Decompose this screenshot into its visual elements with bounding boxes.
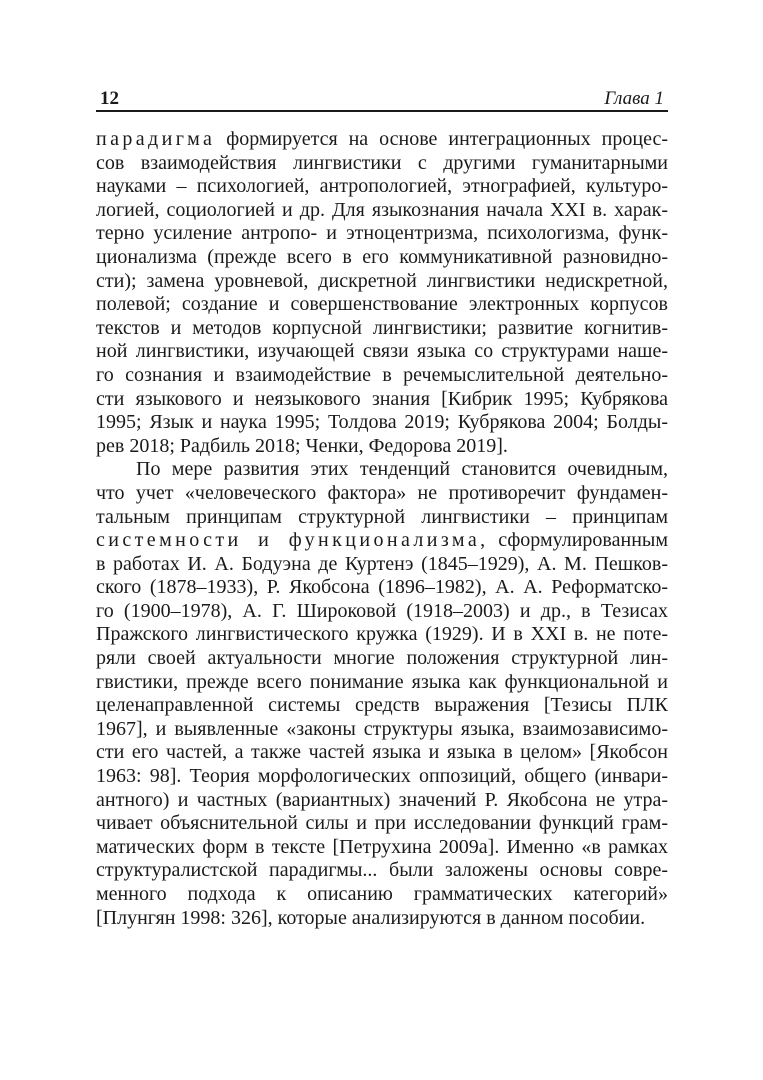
text-line: системности и функционализма, сформулированным [96,529,668,552]
text-line: полевой; создание и совершенствование электронных корпусов [96,293,668,316]
paragraph-2 [96,458,668,930]
paragraph-1 [96,128,668,458]
text-line: По мере развития этих тенденций становится очевидным, [136,458,668,481]
body-text [96,128,668,930]
text-line: сов взаимодействия лингвистики с другими гуманитарными [96,151,668,174]
running-header [96,80,668,112]
text-line: гвистики, прежде всего понимание языка как функциональной и [96,670,668,693]
text-line: парадигма формируется на основе интеграционных процес- [96,128,668,150]
text-line: Пражского лингвистического кружка (1929). И в XXI в. не поте- [96,623,668,646]
text-line: матических форм в тексте [Петрухина 2009а]. Именно «в рамках [96,835,668,858]
spaced-term: системности и функционализма [96,529,481,552]
text-line: го сознания и взаимодействие в речемыслительной деятельно- [96,363,668,386]
page-number: 12 [100,88,119,109]
text-line: 1963: 98]. Теория морфологических оппозиций, общего (инвари- [96,765,668,788]
text-line: менного подхода к описанию грамматических категорий» [96,883,668,905]
text-line: логией, социологией и др. Для языкознания начала XXI в. харак- [96,198,668,221]
text-line: сти его частей, а также частей языка и языка в целом» [Якобсон [96,741,668,764]
text-line: 1995; Язык и наука 1995; Толдова 2019; Кубрякова 2004; Болды- [96,411,668,434]
text-line: терно усиление антропо- и этноцентризма, психологизма, функ- [96,222,668,245]
text-line: 1967], и выявленные «законы структуры языка, взаимозависимо- [96,717,668,740]
text-line: ского (1878–1933), Р. Якобсона (1896–1982), А. А. Реформатско- [96,576,668,599]
text-line: структуралистской парадигмы... были заложены основы совре- [96,859,668,882]
text-line: го (1900–1978), А. Г. Широковой (1918–2003) и др., в Тезисах [96,599,668,622]
text-line: что учет «человеческого фактора» не противоречит фундамен- [96,481,668,504]
text-line: [Плунгян 1998: 326], которые анализируются в данном пособии. [96,906,646,929]
text-line: текстов и методов корпусной лингвистики; развитие когнитив- [96,316,668,339]
text-line: чивает объяснительной силы и при исследовании функций грам- [96,812,668,835]
text-line: целенаправленной системы средств выражения [Тезисы ПЛК [96,694,668,717]
text-line: сти); замена уровневой, дискретной лингвистики недискретной, [96,269,668,292]
chapter-title: Глава 1 [604,88,664,109]
text-line: антного) и частных (вариантных) значений Р. Якобсона не утра- [96,788,668,811]
text-line: рев 2018; Радбиль 2018; Ченки, Федорова 2019]. [96,434,508,457]
text-line: ционализма (прежде всего в его коммуникативной разновидно- [96,245,668,268]
text-line: ной лингвистики, изучающей связи языка со структурами наше- [96,340,668,363]
text-line: тальным принципам структурной лингвистики – принципам [96,505,668,528]
spaced-term: парадигма [96,128,216,150]
text-line: ряли своей актуальности многие положения структурной лин- [96,647,668,670]
text-line: сти языкового и неязыкового знания [Кибрик 1995; Кубрякова [96,387,668,410]
text-line: науками – психологией, антропологией, этнографией, культуро- [96,175,668,198]
text-line: в работах И. А. Бодуэна де Куртенэ (1845–1929), А. М. Пешков- [96,552,668,575]
